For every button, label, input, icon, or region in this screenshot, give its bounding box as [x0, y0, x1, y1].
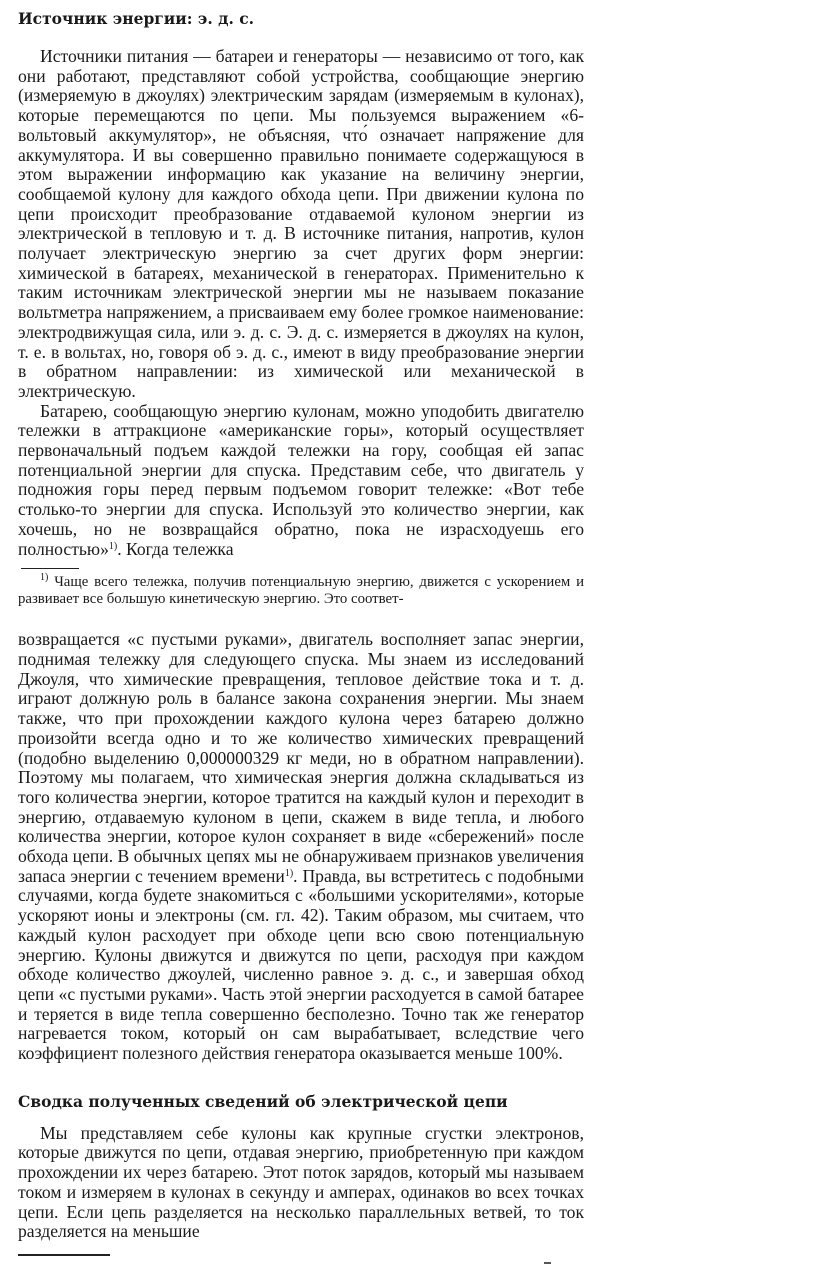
paragraph-summary: Мы представляем себе кулоны как крупные сгустки электронов, которые движутся по цепи, отдавая энергию, приобретенную при каждом прохождении их через батарею. Этот поток зарядов, который мы называем током и измеряем в кулонах в секунду и амперах, одинаков во всех точках цепи. Если цепь разделяется на несколько параллельных ветвей, то ток разделяется на меньшие: [18, 1122, 584, 1242]
page: [18, 8, 584, 1256]
section-title-summary: Сводка полученных сведений об электрической цепи: [18, 1091, 508, 1111]
paragraph-continuation-end: . Правда, вы встретитесь с подобными случаями, когда будете знакомиться с «большими ускорителями», которые ускоряют ионы и электроны (см. гл. 42). Таким образом, мы считаем, что каждый кулон расходует при обходе цепи всю свою потенциальную энергию. Кулоны движутся и движутся по цепи, расходуя при каждом обходе количество джоулей, численно равное э. д. с., и завершая обход цепи «с пустыми руками». Часть этой энергии расходуется в самой батарее и теряется в виде тепла совершенно бесполезно. Точно так же генератор нагревается током, который он сам вырабатывает, вследствие чего коэффициент полезного действия генератора оказывается меньше 100%.: [18, 865, 584, 1064]
paragraph-continuation: [18, 630, 584, 1063]
paragraph-battery-analogy-text: Батарею, сообщающую энергию кулонам, можно уподобить двигателю тележки в аттракционе «американские горы», который осуществляет первоначальный подъем каждой тележки на гору, сообщая ей запас потенциальной энергии для спуска. Представим себе, что двигатель у подножия горы перед первым подъемом говорит тележке: «Вот тебе столько-то энергии для спуска. Используй это количество энергии, как хочешь, но не возвращайся обратно, пока не израсходуешь его полностью»: [18, 400, 584, 559]
paragraph-continuation-text: возвращается «с пустыми руками», двигатель восполняет запас энергии, поднимая тележку для следующего спуска. Мы знаем из исследований Джоуля, что химические превращения, тепловое действие тока и т. д. играют должную роль в балансе закона сохранения энергии. Мы знаем также, что при прохождении каждого кулона через батарею должно произойти всегда одно и то же количество химических превращений (подобно выделению 0,000000329 кг меди, но в обратном направлении). Поэтому мы полагаем, что химическая энергия должна складываться из того количества энергии, которое тратится на каждый кулон и переходит в энергию, отдаваемую кулоном в цепи, скажем в виде тепла, и любого количества энергии, которое кулон сохраняет в виде «сбережений» после обхода цепи. В обычных цепях мы не обнаруживаем признаков увеличения запаса энергии с течением времени: [18, 629, 584, 886]
footnote-ref: 1): [108, 540, 118, 552]
footnote-ref-2: 1): [284, 867, 294, 879]
section-title-emf: Источник энергии: э. д. с.: [18, 9, 255, 28]
footnote-divider: [21, 568, 79, 569]
bottom-footnote-rule: [18, 1254, 110, 1256]
footnote-marker: 1): [40, 572, 49, 584]
footnote-text: [18, 574, 584, 607]
page-mark: [544, 1262, 551, 1264]
footnote-body: Чаще всего тележка, получив потенциальную энергию, движется с ускорением и развивает все большую кинетическую энергию. Это соответ-: [18, 574, 585, 607]
paragraph-battery-analogy-end: . Когда тележка: [117, 538, 234, 559]
paragraph-battery-analogy: [18, 402, 584, 560]
paragraph-power-sources: Источники питания — батареи и генераторы — независимо от того, как они работают, представляют собой устройства, сообщающие энергию (измеряемую в джоулях) электрическим зарядам (измеряемым в кулонах), которые перемещаются по цепи. Мы пользуемся выражением «6-вольтовый аккумулятор», не объясняя, что́ означает напряжение для аккумулятора. И вы совершенно правильно понимаете содержащуюся в этом выражении информацию как указание на величину энергии, сообщаемой кулону для каждого обхода цепи. При движении кулона по цепи происходит преобразование отдаваемой кулоном энергии из электрической в тепловую и т. д. В источнике питания, напротив, кулон получает электрическую энергию за счет других форм энергии: химической в батареях, механической в генераторах. Применительно к таким источникам электрической энергии мы не называем показание вольтметра напряжением, а присваиваем ему более громкое наименование: электродвижущая сила, или э. д. с. Э. д. с. измеряется в джоулях на кулон, т. е. в вольтах, но, говоря об э. д. с., имеют в виду преобразование энергии в обратном направлении: из химической или механической в электрическую.: [18, 46, 584, 401]
